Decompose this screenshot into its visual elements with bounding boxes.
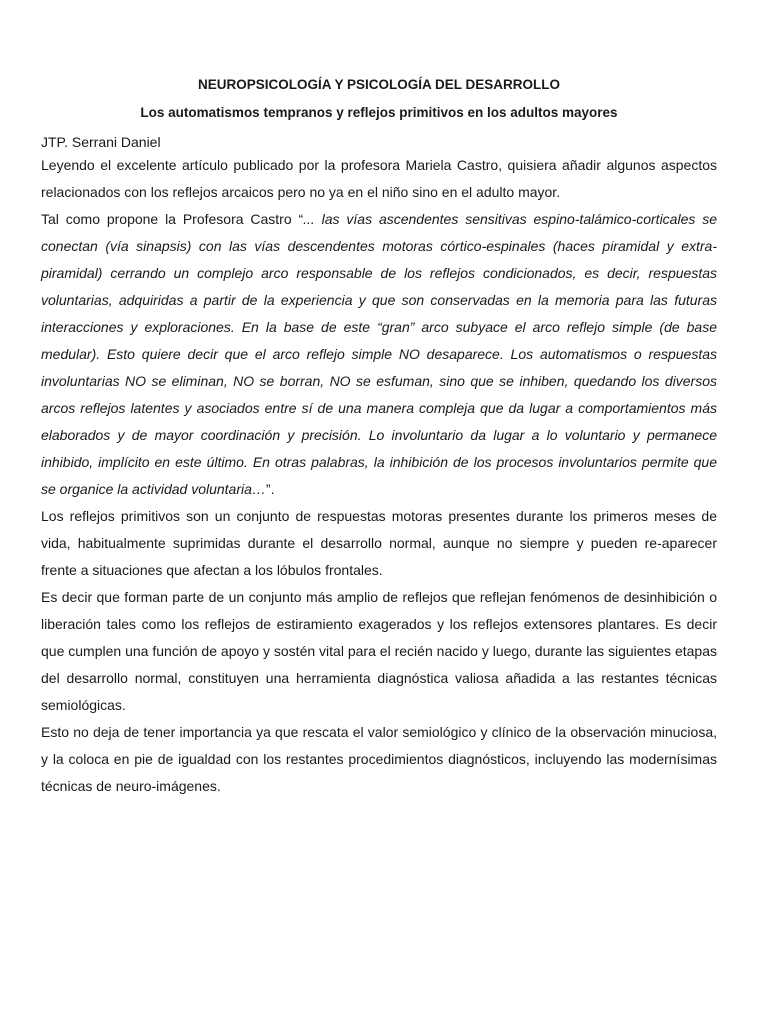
paragraph-2-quote: ... las vías ascendentes sensitivas espino-talámico-corticales se conectan (vía sinapsis) con las vías descendentes motoras córtico-espinales (haces piramidal y extra-piramidal) cerrando un complejo arco responsable de los reflejos condicionados, es decir, respuestas voluntarias, adquiridas a partir de la experiencia y que son conservadas en la memoria para las futuras interacciones y exploraciones. En la base de este “gran” arco subyace el arco reflejo simple (de base medular). Esto quiere decir que el arco reflejo simple NO desaparece. Los automatismos o respuestas involuntarias NO se eliminan, NO se borran, NO se esfuman, sino que se inhiben, quedando los diversos arcos reflejos latentes y asociados entre sí de una manera compleja que da lugar a comportamientos más elaborados y de mayor coordinación y precisión. Lo involuntario da lugar a lo voluntario y permanece inhibido, implícito en este último. En otras palabras, la inhibición de los procesos involuntarios permite que se organice la actividad voluntaria… — [41, 211, 717, 497]
paragraph-4: Es decir que forman parte de un conjunto más amplio de reflejos que reflejan fenómenos de desinhibición o liberación tales como los reflejos de estiramiento exagerados y los reflejos extensores plantares. Es decir que cumplen una función de apoyo y sostén vital para el recién nacido y luego, durante las siguientes etapas del desarrollo normal, constituyen una herramienta diagnóstica valiosa añadida a las restantes técnicas semiológicas. — [41, 589, 717, 713]
paragraph-2 — [41, 206, 717, 503]
paragraph-1: Leyendo el excelente artículo publicado por la profesora Mariela Castro, quisiera añadir algunos aspectos relacionados con los reflejos arcaicos pero no ya en el niño sino en el adulto mayor. — [41, 157, 717, 200]
document-page — [41, 76, 717, 800]
paragraph-2-close: ”. — [265, 481, 275, 497]
paragraph-5: Esto no deja de tener importancia ya que rescata el valor semiológico y clínico de la observación minuciosa, y la coloca en pie de igualdad con los restantes procedimientos diagnósticos, incluyendo las modernísimas técnicas de neuro-imágenes. — [41, 724, 717, 794]
document-title: NEUROPSICOLOGÍA Y PSICOLOGÍA DEL DESARROLLO — [197, 77, 561, 92]
paragraph-3: Los reflejos primitivos son un conjunto de respuestas motoras presentes durante los primeros meses de vida, habitualmente suprimidas durante el desarrollo normal, aunque no siempre y pueden re-aparecer frente a situaciones que afectan a los lóbulos frontales. — [41, 508, 717, 578]
document-author: JTP. Serrani Daniel — [41, 134, 161, 150]
paragraph-2-intro: Tal como propone la Profesora Castro “ — [41, 211, 304, 227]
document-subtitle: Los automatismos tempranos y reflejos primitivos en los adultos mayores — [140, 105, 618, 120]
